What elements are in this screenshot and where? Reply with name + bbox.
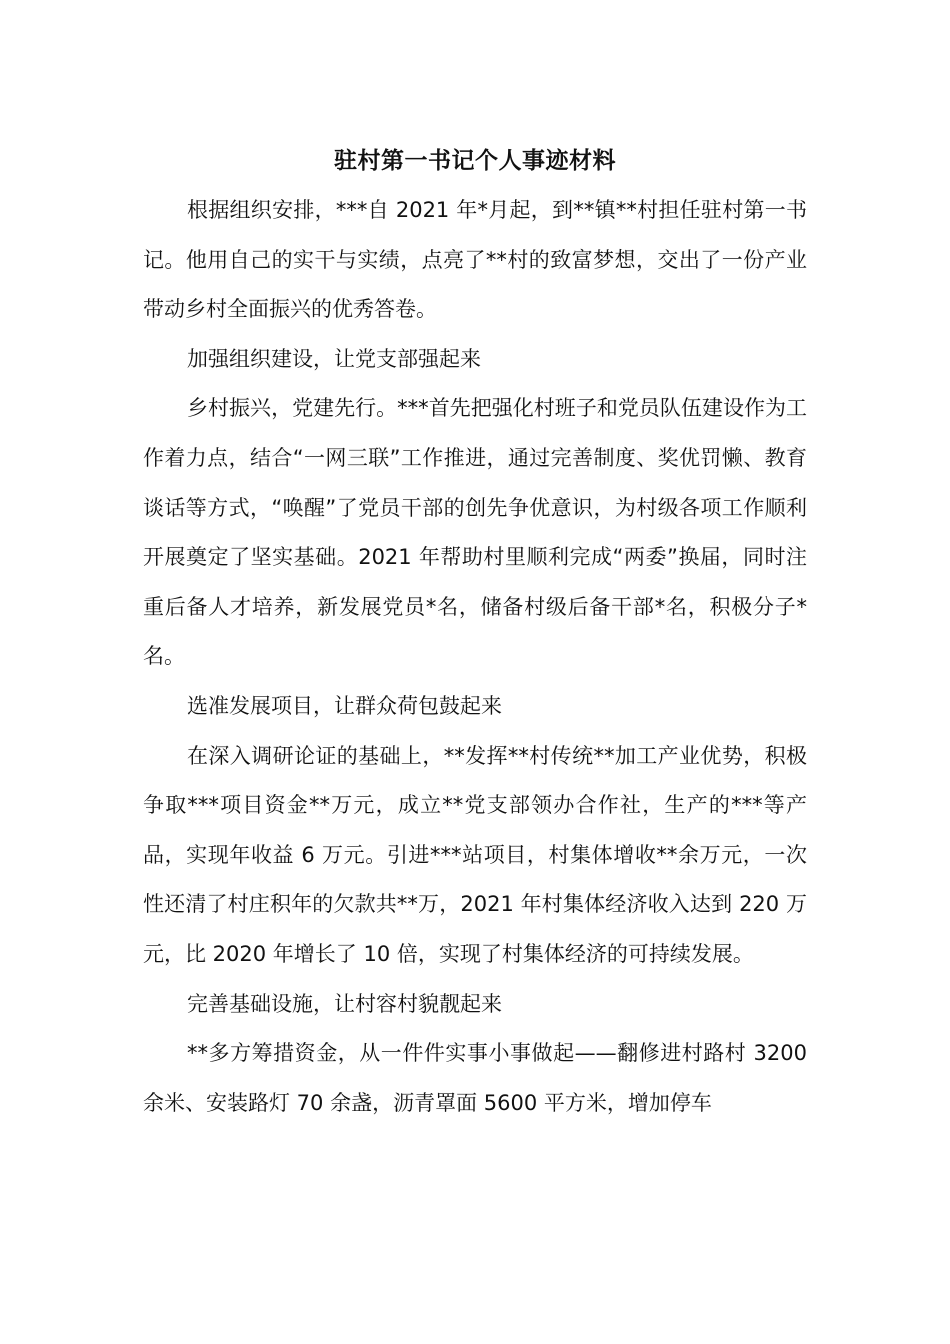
document-body — [143, 136, 807, 1128]
document-title: 驻村第一书记个人事迹材料 — [334, 148, 616, 174]
section-heading-infrastructure: 完善基础设施，让村容村貌靓起来 — [187, 991, 502, 1016]
paragraph-infrastructure: **多方筹措资金，从一件件实事小事做起——翻修进村路村 3200 余米、安装路灯 70 余盏，沥青罩面 5600 平方米，增加停车 — [143, 1041, 807, 1115]
paragraph-organization: 乡村振兴，党建先行。***首先把强化村班子和党员队伍建设作为工作着力点，结合“一网三联”工作推进，通过完善制度、奖优罚懒、教育谈话等方式，“唤醒”了党员干部的创先争优意识，为村级各项工作顺利开展奠定了坚实基础。2021 年帮助村里顺利完成“两委”换届，同时注重后备人才培养，新发展党员*名，储备村级后备干部*名，积极分子*名。 — [143, 396, 807, 669]
section-heading-organization: 加强组织建设，让党支部强起来 — [187, 346, 481, 371]
intro-paragraph: 根据组织安排，***自 2021 年*月起，到**镇**村担任驻村第一书记。他用自己的实干与实绩，点亮了**村的致富梦想，交出了一份产业带动乡村全面振兴的优秀答卷。 — [143, 198, 807, 322]
paragraph-projects: 在深入调研论证的基础上，**发挥**村传统**加工产业优势，积极争取***项目资金**万元，成立**党支部领办合作社，生产的***等产品，实现年收益 6 万元。引进***站项目，村集体增收**余万元，一次性还清了村庄积年的欠款共**万，2021 年村集体经济收入达到 220 万元，比 2020 年增长了 10 倍，实现了村集体经济的可持续发展。 — [143, 743, 807, 966]
section-heading-projects: 选准发展项目，让群众荷包鼓起来 — [187, 693, 502, 718]
